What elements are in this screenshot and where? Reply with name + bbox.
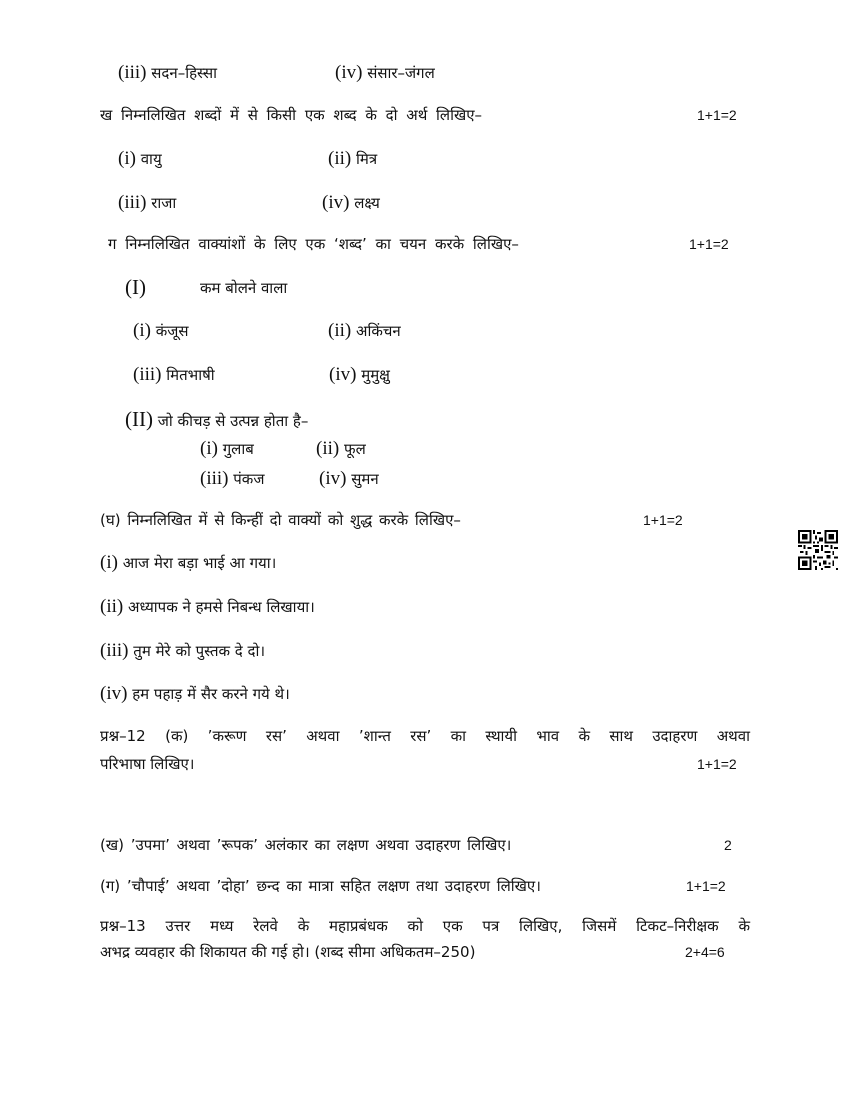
section-kha-heading: ख निम्नलिखित शब्दों में से किसी एक शब्द के दो अर्थ लिखिए–: [100, 106, 483, 124]
option-number: (iii): [118, 62, 147, 83]
option-number: (ii): [328, 148, 352, 169]
q12-line2: परिभाषा लिखिए।: [100, 755, 195, 773]
option-number: (ii): [316, 438, 340, 459]
ga-part1-option-ii: [328, 320, 401, 342]
section-ga-marks: 1+1=2: [689, 236, 729, 252]
kha-option-ii: [328, 148, 377, 170]
option-text: वायु: [140, 150, 162, 168]
option-number: (iii): [133, 364, 162, 385]
sentence-number: (i): [100, 552, 118, 573]
sentence-number: (iii): [100, 640, 129, 661]
q13-marks: 2+4=6: [685, 944, 725, 960]
qr-code-icon: [798, 530, 838, 570]
sentence-text: तुम मेरे को पुस्तक दे दो।: [133, 642, 266, 660]
option-text: गुलाब: [222, 440, 254, 458]
ga-part1-option-iv: [329, 364, 390, 386]
ga-part2-option-iv: [319, 468, 379, 490]
q12-line1: प्रश्न–12 (क) ’करूण रस’ अथवा ’शान्त रस’ का स्थायी भाव के साथ उदाहरण अथवा: [100, 727, 750, 745]
option-text: सदन–हिस्सा: [151, 64, 218, 82]
part-number: (II): [125, 407, 153, 431]
option-iv-sansar: [335, 62, 435, 84]
q13-line1: प्रश्न–13 उत्तर मध्य रेलवे के महाप्रबंधक को एक पत्र लिखिए, जिसमें टिकट–निरीक्षक के: [100, 917, 750, 935]
ga-part1-option-i: [133, 320, 189, 342]
part-number: (I): [125, 275, 146, 299]
gha-sentence-ii: [100, 596, 315, 618]
sentence-text: अध्यापक ने हमसे निबन्ध लिखाया।: [128, 598, 315, 616]
kha-option-iv: [322, 192, 380, 214]
gha-sentence-iv: [100, 683, 290, 705]
kha-option-iii: [118, 192, 176, 214]
option-text: संसार–जंगल: [367, 64, 435, 82]
sentence-number: (iv): [100, 683, 128, 704]
ga-part2: [125, 408, 308, 432]
option-number: (iv): [322, 192, 350, 213]
section-kha-marks: 1+1=2: [697, 107, 737, 123]
ga-part2-option-i: [200, 438, 254, 460]
section-gha-marks: 1+1=2: [643, 512, 683, 528]
section-ga-heading: ग निम्नलिखित वाक्यांशों के लिए एक ‘शब्द’ का चयन करके लिखिए–: [108, 235, 519, 253]
option-text: अकिंचन: [356, 322, 401, 340]
ga-part2-option-ii: [316, 438, 366, 460]
gha-sentence-iii: [100, 640, 265, 662]
option-number: (iv): [329, 364, 357, 385]
option-number: (i): [118, 148, 136, 169]
option-iii-sadan: [118, 62, 217, 84]
q12-kha: (ख) ’उपमा’ अथवा ’रूपक’ अलंकार का लक्षण अथवा उदाहरण लिखिए।: [100, 836, 512, 854]
q12-marks-ka: 1+1=2: [697, 756, 737, 772]
option-text: सुमन: [351, 470, 379, 488]
option-text: पंकज: [233, 470, 265, 488]
q13-line2: अभद्र व्यवहार की शिकायत की गई हो। (शब्द सीमा अधिकतम–250): [100, 943, 476, 961]
q12-marks-ga: 1+1=2: [686, 878, 726, 894]
option-number: (iii): [200, 468, 229, 489]
option-text: मुमुक्षु: [361, 366, 390, 384]
option-number: (iii): [118, 192, 147, 213]
section-gha-heading: (घ) निम्नलिखित में से किन्हीं दो वाक्यों को शुद्ध करके लिखिए–: [100, 511, 461, 529]
option-number: (ii): [328, 320, 352, 341]
option-text: मितभाषी: [166, 366, 215, 384]
option-text: कंजूस: [155, 322, 189, 340]
gha-sentence-i: [100, 552, 276, 574]
option-text: मित्र: [356, 150, 378, 168]
sentence-text: आज मेरा बड़ा भाई आ गया।: [122, 554, 277, 572]
option-text: लक्ष्य: [354, 194, 380, 212]
ga-part1-phrase: कम बोलने वाला: [200, 279, 288, 297]
option-number: (iv): [335, 62, 363, 83]
q12-ga: (ग) ’चौपाई’ अथवा ’दोहा’ छन्द का मात्रा सहित लक्षण तथा उदाहरण लिखिए।: [100, 877, 541, 895]
ga-part1-option-iii: [133, 364, 215, 386]
sentence-number: (ii): [100, 596, 124, 617]
q12-marks-kha: 2: [724, 837, 732, 853]
ga-part1-number: [125, 276, 146, 300]
option-number: (i): [200, 438, 218, 459]
option-number: (i): [133, 320, 151, 341]
option-text: फूल: [344, 440, 366, 458]
option-number: (iv): [319, 468, 347, 489]
ga-part2-option-iii: [200, 468, 264, 490]
sentence-text: हम पहाड़ में सैर करने गये थे।: [132, 685, 290, 703]
part-phrase: जो कीचड़ से उत्पन्न होता है–: [157, 412, 309, 430]
option-text: राजा: [151, 194, 177, 212]
kha-option-i: [118, 148, 162, 170]
